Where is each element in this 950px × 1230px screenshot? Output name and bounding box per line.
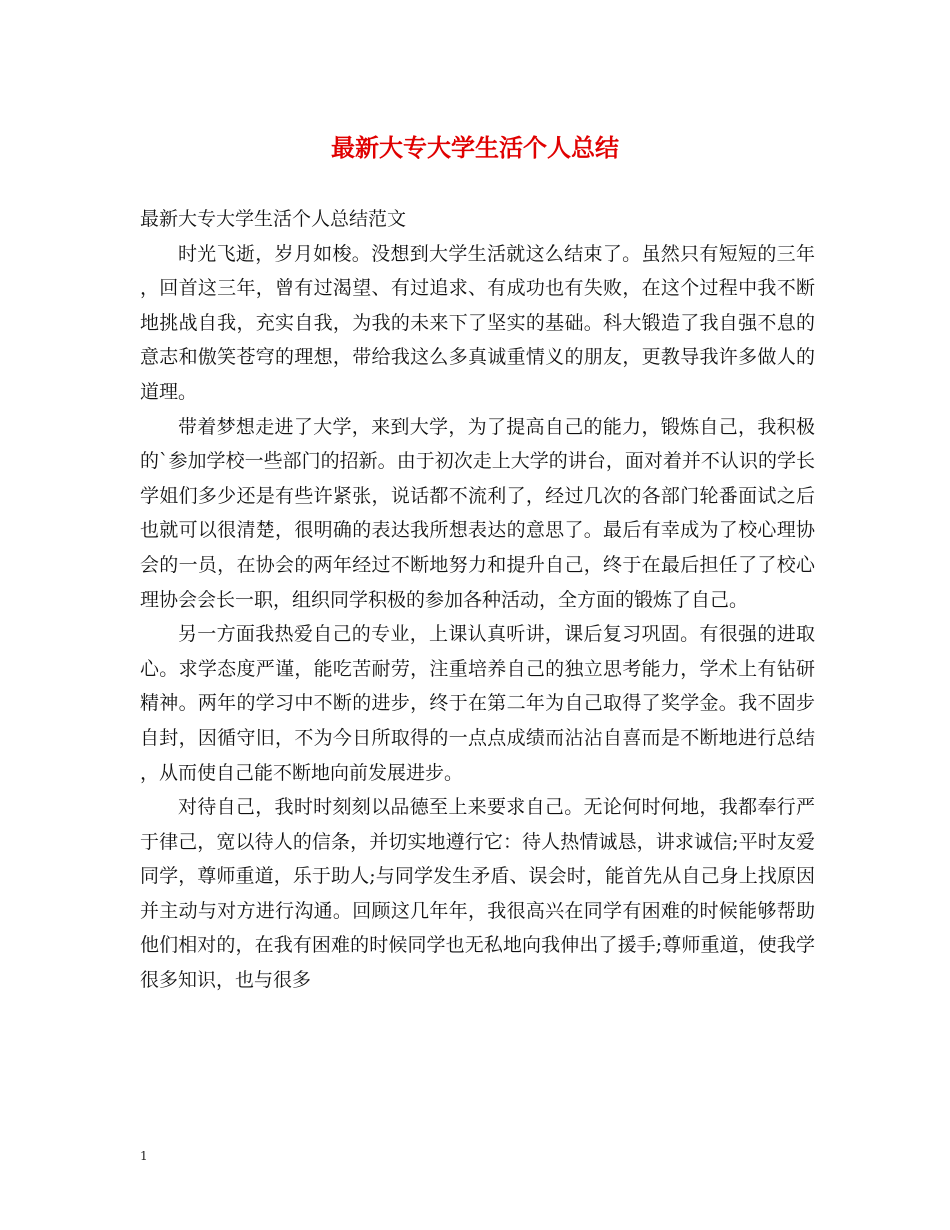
paragraph-4: 对待自己，我时时刻刻以品德至上来要求自己。无论何时何地，我都奉行严于律己，宽以待人的信条，并切实地遵行它：待人热情诚恳，讲求诚信;平时友爱同学，尊师重道，乐于助人;与同学发生矛盾、误会时，能首先从自己身上找原因并主动与对方进行沟通。回顾这几年年，我很高兴在同学有困难的时候能够帮助他们相对的，在我有困难的时候同学也无私地向我伸出了援手;尊师重道，使我学很多知识，也与很多 [140, 796, 815, 992]
paragraph-1: 时光飞逝，岁月如梭。没想到大学生活就这么结束了。虽然只有短短的三年，回首这三年，曾有过渴望、有过追求、有成功也有失败，在这个过程中我不断地挑战自我，充实自我，为我的未来下了坚实的基础。科大锻造了我自强不息的意志和傲笑苍穹的理想，带给我这么多真诚重情义的朋友，更教导我许多做人的道理。 [140, 242, 815, 403]
page-number: 1 [140, 1149, 148, 1163]
document-body [140, 202, 815, 998]
paragraph-3: 另一方面我热爱自己的专业，上课认真听讲，课后复习巩固。有很强的进取心。求学态度严谨，能吃苦耐劳，注重培养自己的独立思考能力，学术上有钻研精神。两年的学习中不断的进步，终于在第二年为自己取得了奖学金。我不固步自封，因循守旧，不为今日所取得的一点点成绩而沾沾自喜而是不断地进行总结，从而使自己能不断地向前发展进步。 [140, 623, 815, 784]
paragraph-2: 带着梦想走进了大学，来到大学，为了提高自己的能力，锻炼自己，我积极的`参加学校一些部门的招新。由于初次走上大学的讲台，面对着并不认识的学长学姐们多少还是有些许紧张，说话都不流利了，经过几次的各部门轮番面试之后也就可以很清楚，很明确的表达我所想表达的意思了。最后有幸成为了校心理协会的一员，在协会的两年经过不断地努力和提升自己，终于在最后担任了了校心理协会会长一职，组织同学积极的参加各种活动，全方面的锻炼了自己。 [140, 415, 815, 611]
document-title: 最新大专大学生活个人总结 [331, 133, 619, 162]
document-subtitle: 最新大专大学生活个人总结范文 [140, 208, 407, 230]
